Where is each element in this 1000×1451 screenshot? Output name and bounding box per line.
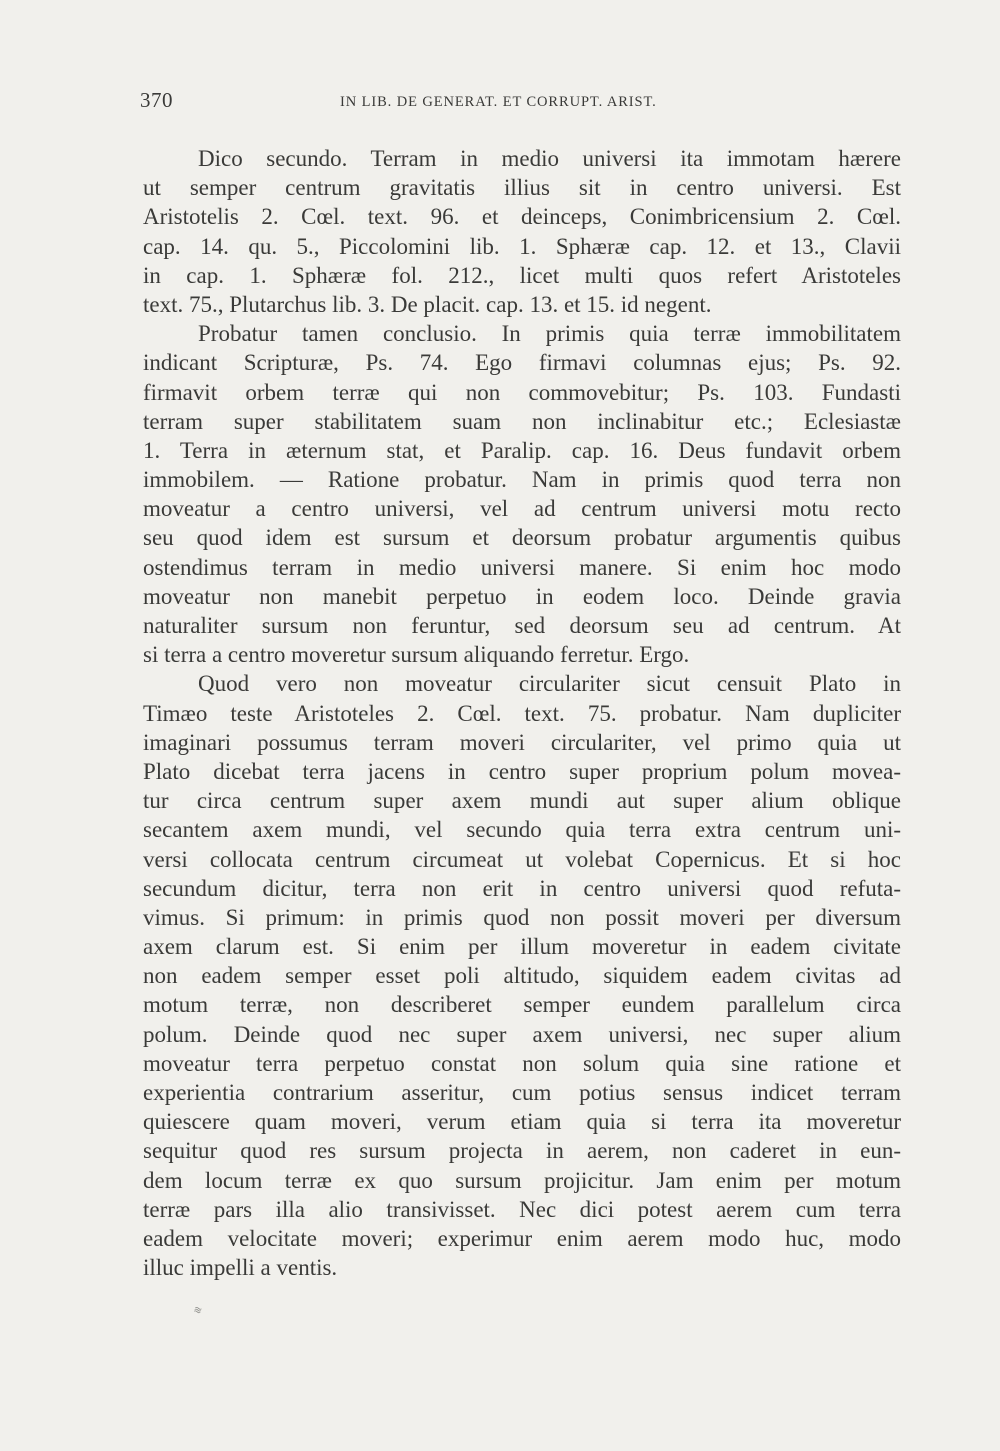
text-line: ostendimus terram in medio universi manere. Si enim hoc modo	[143, 554, 901, 580]
text-line: moveatur non manebit perpetuo in eodem loco. Deinde gravia	[143, 583, 901, 609]
text-line: immobilem. — Ratione probatur. Nam in primis quod terra non	[143, 467, 901, 493]
text-line: vimus. Si primum: in primis quod non possit moveri per diversum	[143, 904, 901, 930]
text-line: illuc impelli a ventis.	[143, 1255, 338, 1281]
text-line: Timæo teste Aristoteles 2. Cœl. text. 75. probatur. Nam dupliciter	[143, 700, 901, 726]
text-line: quiescere quam moveri, verum etiam quia si terra ita moveretur	[143, 1109, 901, 1135]
text-line: text. 75., Plutarchus lib. 3. De placit. cap. 13. et 15. id negent.	[143, 291, 712, 317]
text-line: polum. Deinde quod nec super axem universi, nec super alium	[143, 1021, 901, 1047]
text-line: eadem velocitate moveri; experimur enim aerem modo huc, modo	[143, 1225, 901, 1251]
text-line: 1. Terra in æternum stat, et Paralip. cap. 16. Deus fundavit orbem	[143, 437, 901, 463]
text-line: Probatur tamen conclusio. In primis quia terræ immobilitatem	[198, 321, 901, 347]
paragraph	[143, 319, 901, 669]
text-line: indicant Scripturæ, Ps. 74. Ego firmavi columnas ejus; Ps. 92.	[143, 350, 901, 376]
text-line: terræ pars illa alio transivisset. Nec dici potest aerem cum terra	[143, 1196, 901, 1222]
text-line: secantem axem mundi, vel secundo quia terra extra centrum uni-	[143, 817, 901, 843]
text-line: firmavit orbem terræ qui non commovebitur; Ps. 103. Fundasti	[143, 379, 901, 405]
text-line: Plato dicebat terra jacens in centro super proprium polum movea-	[143, 758, 901, 784]
text-line: non eadem semper esset poli altitudo, siquidem eadem civitas ad	[143, 963, 901, 989]
text-line: naturaliter sursum non feruntur, sed deorsum seu ad centrum. At	[143, 613, 901, 638]
page-number: 370	[140, 88, 173, 112]
text-line: moveatur a centro universi, vel ad centrum universi motu recto	[143, 496, 901, 522]
text-line: dem locum terræ ex quo sursum projicitur. Jam enim per motum	[143, 1167, 901, 1193]
text-line: moveatur terra perpetuo constat non solum quia sine ratione et	[143, 1050, 901, 1076]
text-line: versi collocata centrum circumeat ut volebat Copernicus. Et si hoc	[143, 846, 901, 872]
running-head	[140, 88, 900, 118]
text-line: seu quod idem est sursum et deorsum probatur argumentis quibus	[143, 525, 901, 551]
text-line: Aristotelis 2. Cœl. text. 96. et deinceps, Conimbricensium 2. Cœl.	[143, 204, 901, 230]
ink-smudge-mark: ≋	[191, 1304, 204, 1318]
text-line: Quod vero non moveatur circulariter sicut censuit Plato in	[198, 671, 901, 697]
text-line: cap. 14. qu. 5., Piccolomini lib. 1. Sphæræ cap. 12. et 13., Clavii	[143, 233, 901, 259]
body-text	[143, 144, 901, 1282]
text-line: terram super stabilitatem suam non inclinabitur etc.; Eclesiastæ	[143, 408, 901, 434]
text-line: si terra a centro moveretur sursum aliquando ferretur. Ergo.	[143, 642, 690, 668]
text-line: Dico secundo. Terram in medio universi ita immotam hærere	[198, 146, 901, 171]
text-line: axem clarum est. Si enim per illum moveretur in eadem civitate	[143, 934, 901, 960]
paragraph	[143, 144, 901, 319]
text-line: experientia contrarium asseritur, cum potius sensus indicet terram	[143, 1080, 901, 1105]
text-line: motum terræ, non describeret semper eundem parallelum circa	[143, 992, 901, 1018]
text-line: sequitur quod res sursum projecta in aerem, non caderet in eun-	[143, 1138, 901, 1164]
text-line: imaginari possumus terram moveri circulariter, vel primo quia ut	[143, 729, 901, 755]
running-title: IN LIB. DE GENERAT. ET CORRUPT. ARIST.	[340, 94, 657, 110]
text-line: tur circa centrum super axem mundi aut super alium oblique	[143, 788, 901, 814]
text-line: secundum dicitur, terra non erit in centro universi quod refuta-	[143, 875, 901, 901]
text-line: ut semper centrum gravitatis illius sit in centro universi. Est	[143, 175, 901, 201]
text-line: in cap. 1. Sphæræ fol. 212., licet multi quos refert Aristoteles	[143, 262, 901, 288]
paragraph	[143, 669, 901, 1282]
